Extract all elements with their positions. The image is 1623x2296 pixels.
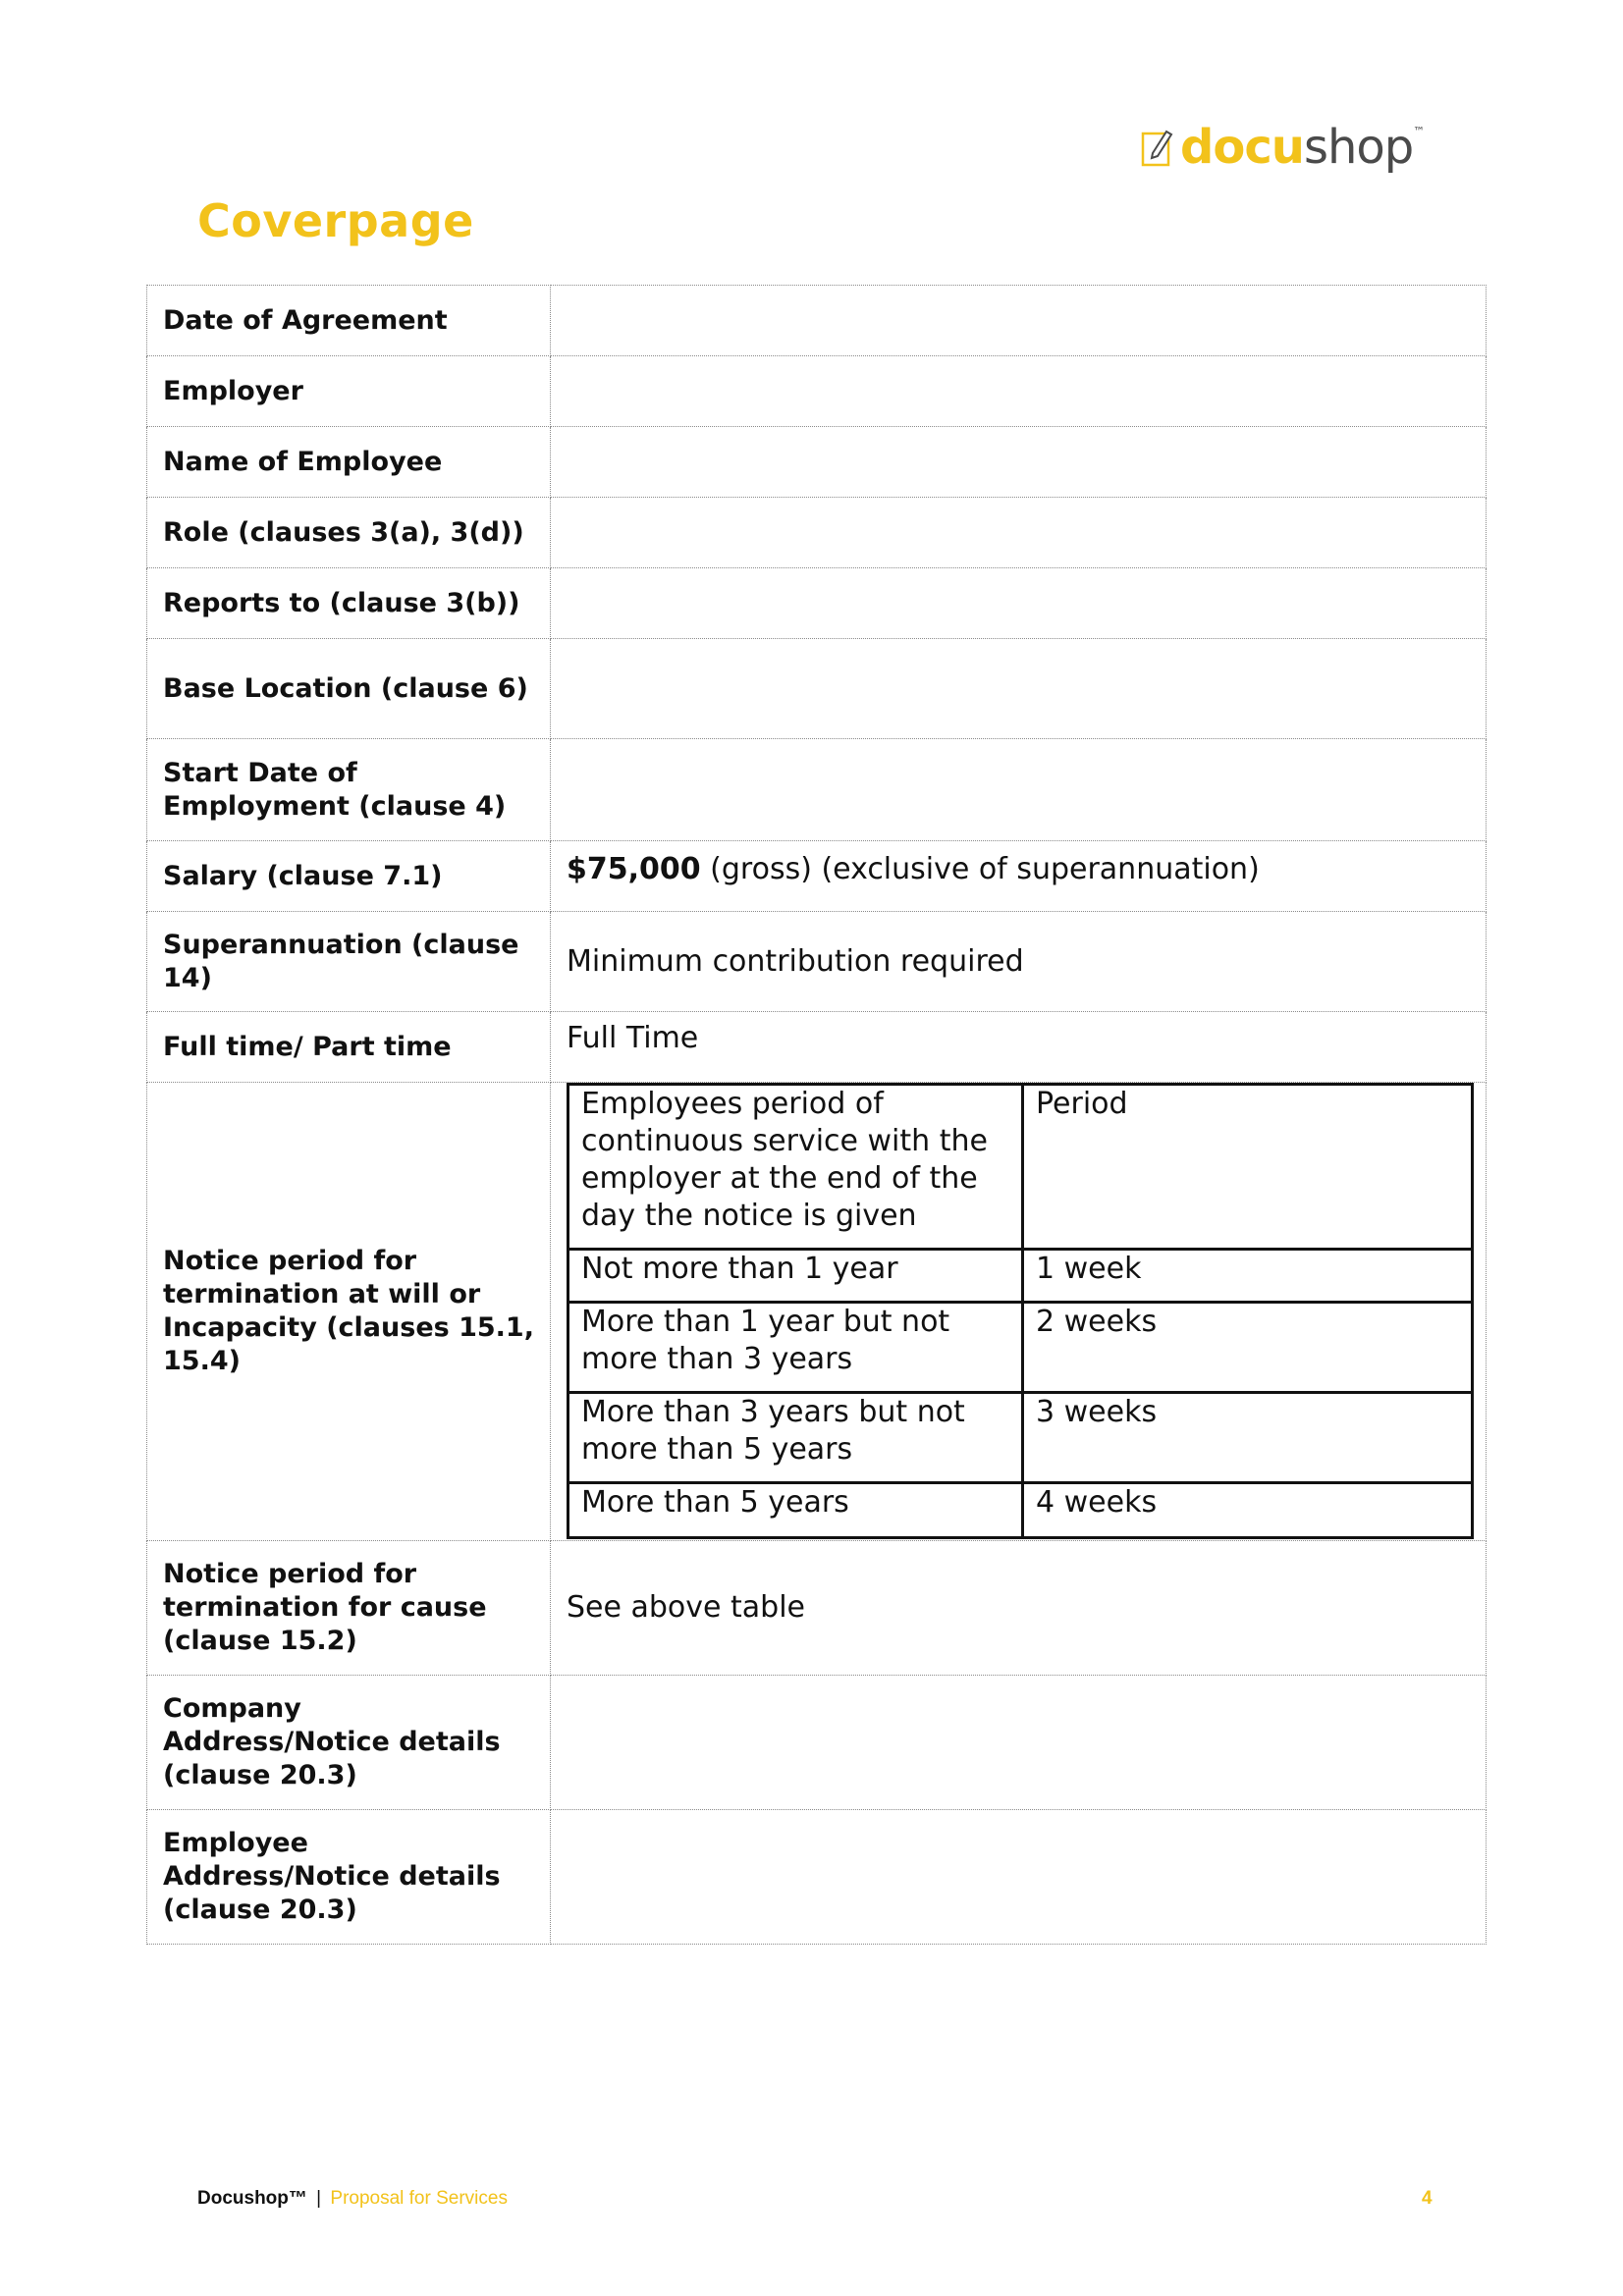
row-label: Employee Address/Notice details (clause 20.3) bbox=[147, 1810, 551, 1945]
page-footer bbox=[197, 2188, 508, 2210]
row-label: Notice period for termination at will or Incapacity (clauses 15.1, 15.4) bbox=[147, 1083, 551, 1541]
row-value[interactable]: Minimum contribution required bbox=[551, 912, 1487, 1012]
row-full-part-time bbox=[147, 1012, 1487, 1083]
row-role bbox=[147, 498, 1487, 568]
row-value[interactable] bbox=[551, 1810, 1487, 1945]
row-start-date bbox=[147, 739, 1487, 841]
row-company-address bbox=[147, 1676, 1487, 1810]
row-value[interactable] bbox=[551, 841, 1487, 912]
row-notice-period-at-will bbox=[147, 1083, 1487, 1541]
row-value[interactable] bbox=[551, 568, 1487, 639]
row-value[interactable] bbox=[551, 1676, 1487, 1810]
logo-wordmark: docushop™ bbox=[1180, 120, 1425, 175]
row-value[interactable]: Full Time bbox=[551, 1012, 1487, 1083]
notice-service-cell: More than 5 years bbox=[568, 1483, 1023, 1538]
row-label: Role (clauses 3(a), 3(d)) bbox=[147, 498, 551, 568]
row-value bbox=[551, 1083, 1487, 1541]
salary-note: (gross) (exclusive of superannuation) bbox=[700, 852, 1260, 886]
row-notice-period-for-cause bbox=[147, 1541, 1487, 1676]
row-date-of-agreement bbox=[147, 286, 1487, 356]
row-label: Superannuation (clause 14) bbox=[147, 912, 551, 1012]
row-value[interactable] bbox=[551, 356, 1487, 427]
notice-service-cell: More than 3 years but not more than 5 years bbox=[568, 1393, 1023, 1483]
row-value[interactable] bbox=[551, 286, 1487, 356]
row-value[interactable]: See above table bbox=[551, 1541, 1487, 1676]
salary-amount: $75,000 bbox=[567, 852, 701, 886]
notice-header-service: Employees period of continuous service with the employer at the end of the day the notice is given bbox=[568, 1085, 1023, 1250]
notice-period-cell: 4 weeks bbox=[1023, 1483, 1473, 1538]
page-number: 4 bbox=[1422, 2188, 1433, 2209]
row-superannuation bbox=[147, 912, 1487, 1012]
row-value[interactable] bbox=[551, 739, 1487, 841]
row-label: Reports to (clause 3(b)) bbox=[147, 568, 551, 639]
row-name-of-employee bbox=[147, 427, 1487, 498]
row-base-location bbox=[147, 639, 1487, 739]
pencil-document-icon bbox=[1141, 128, 1174, 167]
row-value[interactable] bbox=[551, 427, 1487, 498]
notice-service-cell: More than 1 year but not more than 3 years bbox=[568, 1303, 1023, 1393]
notice-period-table bbox=[567, 1083, 1474, 1539]
row-label: Base Location (clause 6) bbox=[147, 639, 551, 739]
notice-table-row bbox=[568, 1303, 1473, 1393]
notice-table-row bbox=[568, 1250, 1473, 1303]
footer-separator: | bbox=[316, 2188, 322, 2209]
notice-period-cell: 2 weeks bbox=[1023, 1303, 1473, 1393]
row-label: Full time/ Part time bbox=[147, 1012, 551, 1083]
coverpage-table bbox=[146, 285, 1487, 1945]
notice-table-row bbox=[568, 1483, 1473, 1538]
footer-subtitle: Proposal for Services bbox=[330, 2188, 508, 2209]
row-label: Name of Employee bbox=[147, 427, 551, 498]
row-label: Start Date of Employment (clause 4) bbox=[147, 739, 551, 841]
row-employer bbox=[147, 356, 1487, 427]
row-employee-address bbox=[147, 1810, 1487, 1945]
page-title: Coverpage bbox=[197, 194, 474, 247]
docushop-logo bbox=[1141, 116, 1424, 179]
row-label: Company Address/Notice details (clause 20.3) bbox=[147, 1676, 551, 1810]
footer-brand: Docushop™ bbox=[197, 2188, 307, 2209]
row-reports-to bbox=[147, 568, 1487, 639]
row-value[interactable] bbox=[551, 639, 1487, 739]
row-label: Date of Agreement bbox=[147, 286, 551, 356]
row-label: Notice period for termination for cause (clause 15.2) bbox=[147, 1541, 551, 1676]
row-salary bbox=[147, 841, 1487, 912]
notice-table-row bbox=[568, 1393, 1473, 1483]
row-value[interactable] bbox=[551, 498, 1487, 568]
notice-service-cell: Not more than 1 year bbox=[568, 1250, 1023, 1303]
notice-period-cell: 1 week bbox=[1023, 1250, 1473, 1303]
notice-table-header bbox=[568, 1085, 1473, 1250]
row-label: Employer bbox=[147, 356, 551, 427]
notice-period-cell: 3 weeks bbox=[1023, 1393, 1473, 1483]
notice-header-period: Period bbox=[1023, 1085, 1473, 1250]
row-label: Salary (clause 7.1) bbox=[147, 841, 551, 912]
